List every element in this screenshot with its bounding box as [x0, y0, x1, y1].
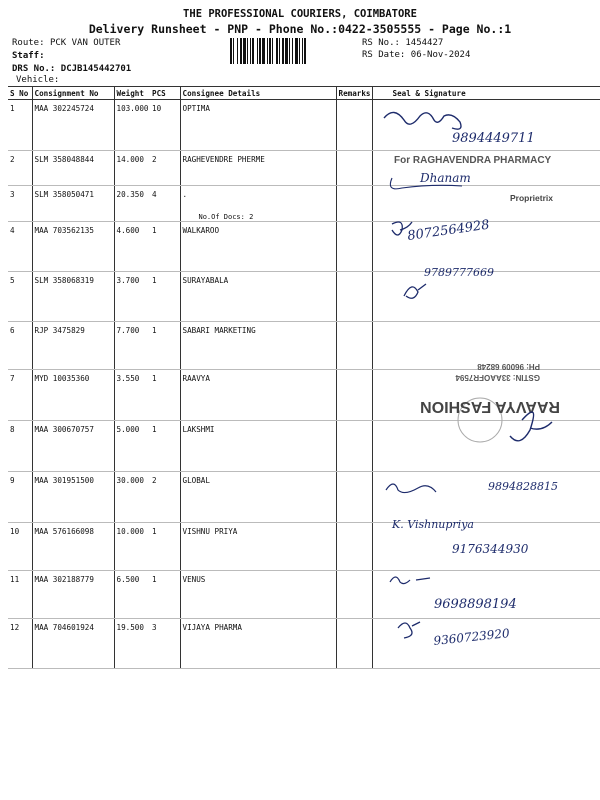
- cell-pcs-text: 1: [152, 226, 157, 235]
- signature-dhanam: Dhanam: [420, 171, 471, 185]
- col-header-signature: Seal & Signature: [372, 87, 600, 100]
- cell-pcs-text: 1: [152, 425, 157, 434]
- cell-pcs-text: 1: [152, 527, 157, 536]
- rs-no-value: 1454427: [405, 38, 444, 48]
- cell-pcs-text: 2: [152, 476, 157, 485]
- cell-sno-text: 8: [10, 425, 15, 434]
- signature-row-4: [392, 218, 490, 244]
- col-header-weight: Weight: [114, 87, 150, 100]
- cell-weight-text: 30.000: [116, 476, 144, 485]
- cell-consignee-text: VIJAYA PHARMA: [182, 623, 242, 632]
- stamp-proprietrix: Proprietrix: [510, 193, 553, 203]
- cell-consignment-text: MAA 576166098: [34, 527, 94, 536]
- cell-weight-text: 6.500: [116, 575, 140, 584]
- cell-weight-text: 3.700: [116, 276, 140, 285]
- route-label: Route:: [12, 38, 45, 48]
- cell-consignee-text: VENUS: [182, 575, 206, 584]
- cell-pcs-text: 3: [152, 623, 157, 632]
- cell-sno-text: 4: [10, 226, 15, 235]
- cell-sno-text: 6: [10, 326, 15, 335]
- signature-name-10: K. Vishnupriya: [392, 518, 474, 531]
- company-title: THE PROFESSIONAL COURIERS, COIMBATORE: [183, 8, 417, 20]
- cell-sno-text: 1: [10, 104, 15, 113]
- cell-consignment-text: SLM 358050471: [34, 190, 94, 199]
- col-header-sno: S No: [8, 87, 32, 100]
- rs-date-label: RS Date:: [362, 50, 406, 60]
- staff-label: Staff:: [12, 51, 45, 61]
- cell-pcs-text: 1: [152, 326, 157, 335]
- cell-pcs-text: 2: [152, 155, 157, 164]
- cell-sno-text: 2: [10, 155, 15, 164]
- stamp-raghavendra: For RAGHAVENDRA PHARMACY: [394, 155, 552, 166]
- cell-sno-text: 11: [10, 575, 20, 584]
- vehicle-label: Vehicle:: [16, 75, 60, 85]
- cell-pcs-text: 10: [152, 104, 162, 113]
- cell-sno-text: 5: [10, 276, 15, 285]
- cell-consignment-text: SLM 358048844: [34, 155, 94, 164]
- cell-weight-text: 5.000: [116, 425, 140, 434]
- signature-phone-12: 9360723920: [432, 626, 511, 648]
- cell-consignment-text: MAA 703562135: [34, 226, 94, 235]
- cell-consignee-text: SABARI MARKETING: [182, 326, 256, 335]
- signature-row-9: [386, 480, 558, 493]
- stamp-raavya-gst: GSTIN: 33AAOFR7594: [455, 373, 540, 382]
- cell-consignee-text: SURAYABALA: [182, 276, 229, 285]
- cell-pcs-text: 1: [152, 374, 157, 383]
- cell-consignment-text: RJP 3475829: [34, 326, 85, 335]
- drs-value: DCJB145442701: [60, 64, 132, 74]
- signature-phone-5: 9789777669: [424, 266, 494, 279]
- stamp-raavya: [420, 362, 560, 442]
- cell-consignment-text: MAA 300670757: [34, 425, 94, 434]
- runsheet-subtitle: Delivery Runsheet - PNP - Phone No.:0422-3505555 - Page No.:1: [88, 22, 512, 36]
- signature-phone-9: 9894828815: [488, 480, 558, 493]
- rs-no-label: RS No.:: [362, 38, 400, 48]
- cell-consignee-text: LAKSHMI: [182, 425, 215, 434]
- cell-sno-text: 9: [10, 476, 15, 485]
- cell-consignment-text: MAA 302245724: [34, 104, 94, 113]
- cell-consignment-text: MAA 704601924: [34, 623, 94, 632]
- signature-phone-1: 9894449711: [452, 131, 535, 146]
- cell-consignee-text: VISHNU PRIYA: [182, 527, 238, 536]
- col-header-pcs: PCS: [150, 87, 180, 100]
- stamp-raavya-name: RAAVYA FASHION: [420, 398, 560, 415]
- col-header-remarks: Remarks: [336, 87, 372, 100]
- signature-phone-10: 9176344930: [452, 542, 529, 556]
- docs-count: No.Of Docs: 2: [198, 213, 254, 221]
- rs-date-value: 06-Nov-2024: [410, 50, 471, 60]
- col-header-consignee: Consignee Details: [180, 87, 336, 100]
- signature-row-7: [510, 412, 552, 441]
- cell-consignee-text: RAAVYA: [182, 374, 210, 383]
- cell-weight-text: 10.000: [116, 527, 144, 536]
- signature-phone-4: 8072564928: [406, 217, 491, 244]
- cell-consignee-text: OPTIMA: [182, 104, 210, 113]
- cell-consignment-text: MAA 302188779: [34, 575, 94, 584]
- signature-phone-11: 9698898194: [434, 597, 517, 612]
- cell-sno-text: 10: [10, 527, 20, 536]
- cell-weight-text: 3.550: [116, 374, 140, 383]
- cell-weight-text: 20.350: [116, 190, 144, 199]
- cell-consignment-text: SLM 358068319: [34, 276, 94, 285]
- cell-weight-text: 14.000: [116, 155, 144, 164]
- col-header-consignment: Consignment No: [32, 87, 114, 100]
- cell-consignee-text: GLOBAL: [182, 476, 210, 485]
- cell-pcs-text: 1: [152, 276, 157, 285]
- cell-consignment-text: MYD 10035360: [34, 374, 90, 383]
- cell-consignment-text: MAA 301951500: [34, 476, 94, 485]
- cell-weight-text: 19.500: [116, 623, 144, 632]
- cell-sno-text: 12: [10, 623, 20, 632]
- signature-row-12: [398, 622, 511, 648]
- cell-consignee-text: .: [182, 190, 188, 199]
- signature-row-11: [390, 577, 517, 612]
- cell-sno-text: 7: [10, 374, 15, 383]
- cell-weight-text: 103.000: [116, 104, 149, 113]
- cell-sno-text: 3: [10, 190, 15, 199]
- cell-weight-text: 4.600: [116, 226, 140, 235]
- drs-label: DRS No.:: [12, 64, 56, 74]
- stamp-row-2: [390, 155, 553, 203]
- stamp-raavya-ph: PH: 96009 68248: [477, 362, 540, 371]
- route-value: PCK VAN OUTER: [49, 38, 121, 48]
- cell-consignee-text: RAGHEVENDRE PHERME: [182, 155, 265, 164]
- cell-pcs-text: 4: [152, 190, 157, 199]
- signature-row-1: [384, 112, 535, 146]
- cell-weight-text: 7.700: [116, 326, 140, 335]
- cell-pcs-text: 1: [152, 575, 157, 584]
- signature-row-10: [391, 518, 529, 556]
- signature-row-5: [404, 266, 494, 298]
- cell-consignee-text: WALKAROO: [182, 226, 220, 235]
